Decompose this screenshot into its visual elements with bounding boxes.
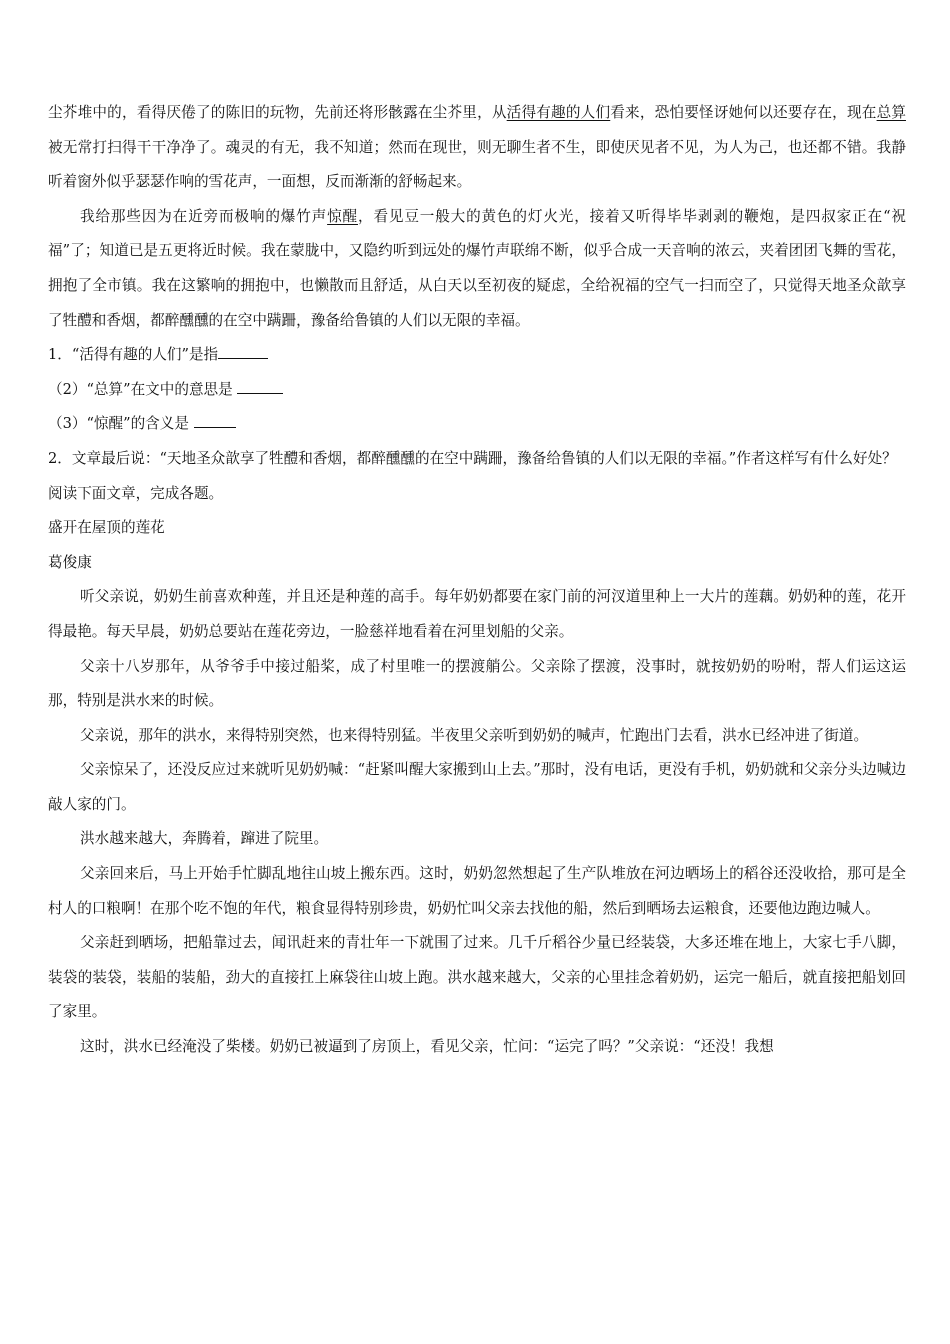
passage1-paragraph-1 (48, 96, 906, 200)
text-segment: 尘芥堆中的，看得厌倦了的陈旧的玩物，先前还将形骸露在尘芥里，从 (48, 104, 507, 121)
answer-blank[interactable] (218, 344, 268, 359)
question-text: （3）“惊醒”的含义是 (48, 415, 194, 433)
article-author: 葛俊康 (48, 553, 92, 571)
article-paragraph: 听父亲说，奶奶生前喜欢种莲，并且还是种莲的高手。每年奶奶都要在家门前的河汊道里种上一大片的莲藕。奶奶种的莲，花开得最艳。每天早晨，奶奶总要站在莲花旁边，一脸慈祥地看着在河里划船的父亲。 (48, 588, 906, 640)
article-paragraph: 父亲说，那年的洪水，来得特别突然，也来得特别猛。半夜里父亲听到奶奶的喊声，忙跑出门去看，洪水已经冲进了街道。 (80, 726, 869, 744)
article-paragraph: 父亲惊呆了，还没反应过来就听见奶奶喊：“赶紧叫醒大家搬到山上去。”那时，没有电话，更没有手机，奶奶就和父亲分头边喊边敲人家的门。 (48, 761, 906, 813)
page-body (48, 96, 906, 1065)
question-text: （2）“总算”在文中的意思是 (48, 380, 238, 398)
text-segment: 看来，恐怕要怪讶她何以还要存在，现在 (610, 104, 877, 121)
article-paragraph: 父亲回来后，马上开始手忙脚乱地往山坡上搬东西。这时，奶奶忽然想起了生产队堆放在河边晒场上的稻谷还没收拾，那可是全村人的口粮啊！在那个吃不饱的年代，粮食显得特别珍贵，奶奶忙叫父亲去找他的船，然后到晒场去运粮食，还要他边跑边喊人。 (48, 865, 906, 917)
article-paragraph: 这时，洪水已经淹没了柴楼。奶奶已被逼到了房顶上，看见父亲，忙问：“运完了吗？”父亲说：“还没！我想 (80, 1038, 774, 1056)
article-paragraph: 父亲赶到晒场，把船靠过去，闻讯赶来的青壮年一下就围了过来。几千斤稻谷少量已经装袋，大多还堆在地上，大家七手八脚，装袋的装袋，装船的装船，劲大的直接扛上麻袋往山坡上跑。洪水越来越大，父亲的心里挂念着奶奶，运完一船后，就直接把船划回了家里。 (48, 934, 906, 1021)
question-1 (48, 338, 906, 373)
question-1-3 (48, 407, 906, 442)
answer-blank[interactable] (194, 413, 236, 428)
reading-instruction: 阅读下面文章，完成各题。 (48, 484, 224, 502)
question-1-2 (48, 373, 906, 408)
question-2: 2．文章最后说：“天地圣众歆享了牲醴和香烟，都醉醺醺的在空中蹒跚，豫备给鲁镇的人们以无限的幸福。”作者这样写有什么好处？ (48, 449, 897, 467)
article-paragraph: 洪水越来越大，奔腾着，蹿进了院里。 (80, 830, 329, 848)
article-paragraph: 父亲十八岁那年，从爷爷手中接过船桨，成了村里唯一的摆渡艄公。父亲除了摆渡，没事时，就按奶奶的吩咐，帮人们运这运那，特别是洪水来的时候。 (48, 657, 906, 710)
text-segment: ，看见豆一般大的黄色的灯火光，接着又听得毕毕剥剥的鞭炮，是四叔家正在“祝福”了；知道已是五更将近时候。我在蒙胧中，又隐约听到远处的爆竹声联绵不断，似乎合成一天音响的浓云，夹着团团飞舞的雪花，拥抱了全市镇。我在这繁响的拥抱中，也懒散而且舒适，从白天以至初夜的疑虑，全给祝福的空气一扫而空了，只觉得天地圣众歆享了牲醴和香烟，都醉醺醺的在空中蹒跚，豫备给鲁镇的人们以无限的幸福。 (48, 207, 906, 329)
article-title: 盛开在屋顶的莲花 (48, 519, 165, 537)
underlined-phrase: 总算 (876, 104, 906, 121)
text-segment: 我给那些因为在近旁而极响的爆竹声 (80, 207, 328, 225)
passage1-paragraph-2 (48, 200, 906, 338)
answer-blank[interactable] (237, 379, 283, 394)
underlined-phrase: 活得有趣的人们 (506, 104, 611, 121)
underlined-phrase: 惊醒 (327, 207, 358, 225)
text-segment: 被无常打扫得干干净净了。魂灵的有无，我不知道；然而在现世，则无聊生者不生，即使厌见者不见，为人为己，也还都不错。我静听着窗外似乎瑟瑟作响的雪花声，一面想，反而渐渐的舒畅起来。 (48, 138, 906, 191)
question-text: 1．“活得有趣的人们”是指 (48, 346, 219, 364)
